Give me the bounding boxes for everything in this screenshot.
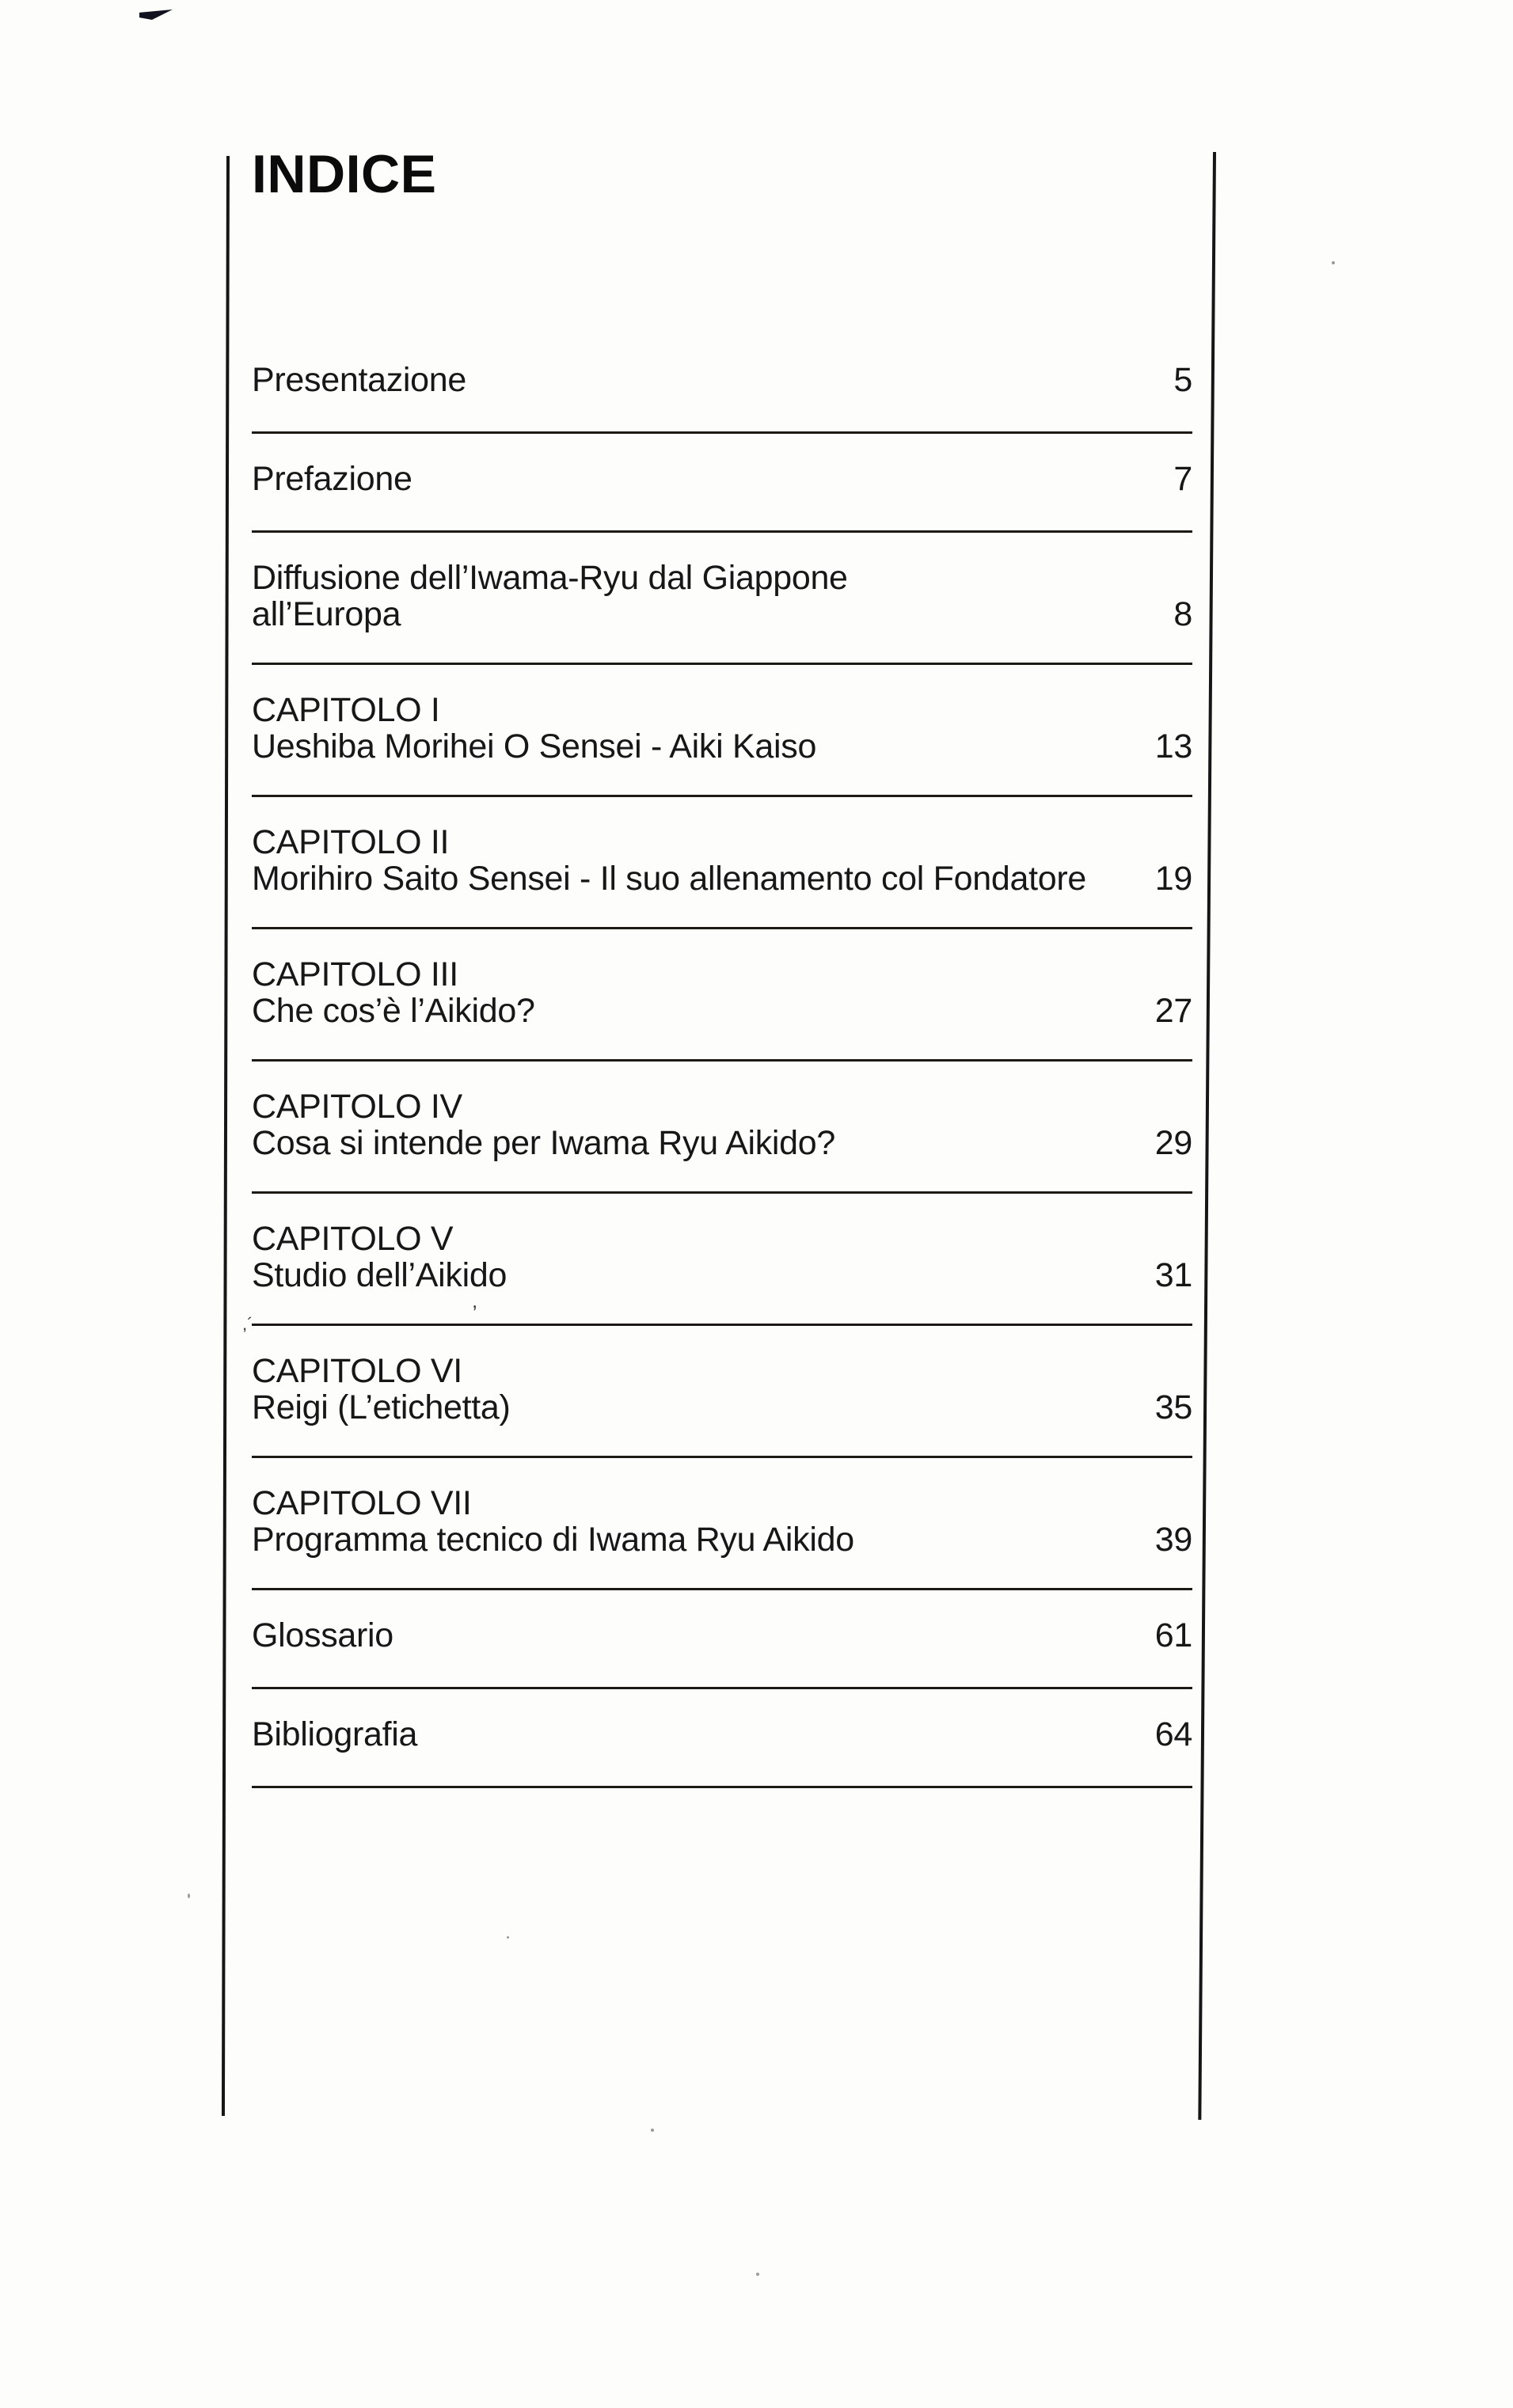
toc-entry — [252, 1590, 1192, 1689]
toc-entry-page-number: 39 — [1154, 1521, 1192, 1559]
toc-entry-page-number: 29 — [1154, 1124, 1192, 1162]
toc-entry-title — [252, 692, 1139, 765]
toc-entry-line: Ueshiba Morihei O Sensei - Aiki Kaiso — [252, 727, 817, 765]
scan-artifact-dash — [139, 9, 173, 20]
toc-entry — [252, 1062, 1192, 1194]
toc-entry-title — [252, 956, 1139, 1029]
toc-entry — [252, 665, 1192, 797]
toc-entry-line: CAPITOLO IV — [252, 1088, 462, 1126]
toc-entry-page-number: 64 — [1154, 1715, 1192, 1753]
toc-entry-title — [252, 1485, 1139, 1558]
scan-speck — [756, 2273, 759, 2276]
toc-entry-title — [252, 1716, 1139, 1753]
scan-speck — [188, 1893, 190, 1898]
toc-entry — [252, 1194, 1192, 1326]
toc-entry-title — [252, 362, 1158, 398]
scan-speck — [1332, 261, 1335, 264]
scan-artifact-tick: ,´ — [242, 1314, 253, 1334]
toc-entry-line: CAPITOLO I — [252, 691, 440, 729]
toc-entry-page-number: 35 — [1154, 1388, 1192, 1426]
toc-entry-line: CAPITOLO VI — [252, 1352, 462, 1390]
toc-entry — [252, 1458, 1192, 1590]
toc-entry-line: Presentazione — [252, 361, 467, 399]
toc-entry-line: Reigi (L’etichetta) — [252, 1388, 511, 1426]
toc-entry-line: CAPITOLO V — [252, 1220, 454, 1258]
page-title: INDICE — [252, 144, 437, 204]
toc-entry-page-number: 27 — [1154, 992, 1192, 1030]
toc-entry-page-number: 13 — [1154, 727, 1192, 765]
toc-entry-title — [252, 1353, 1139, 1426]
toc-entry — [252, 929, 1192, 1062]
scan-speck — [507, 1936, 509, 1939]
toc-entry-page-number: 19 — [1154, 860, 1192, 898]
table-of-contents — [252, 335, 1192, 1788]
toc-entry-page-number: 7 — [1173, 460, 1192, 498]
toc-entry-line: CAPITOLO II — [252, 823, 450, 861]
toc-entry-page-number: 61 — [1154, 1616, 1192, 1654]
toc-entry-line: Glossario — [252, 1616, 393, 1654]
toc-entry-title — [252, 1088, 1139, 1161]
toc-entry-line: Morihiro Saito Sensei - Il suo allenamento col Fondatore — [252, 860, 1086, 898]
toc-entry — [252, 797, 1192, 929]
toc-entry-line: Che cos’è l’Aikido? — [252, 992, 535, 1030]
scan-artifact-comma: , — [472, 1289, 478, 1312]
toc-entry-title — [252, 1221, 1139, 1293]
toc-entry-line: Cosa si intende per Iwama Ryu Aikido? — [252, 1124, 836, 1162]
toc-entry-title — [252, 1617, 1139, 1654]
toc-entry — [252, 434, 1192, 533]
toc-entry-line: Programma tecnico di Iwama Ryu Aikido — [252, 1521, 854, 1559]
toc-entry-page-number: 5 — [1173, 361, 1192, 399]
toc-entry — [252, 533, 1192, 665]
toc-entry — [252, 1326, 1192, 1458]
toc-entry — [252, 335, 1192, 434]
toc-content — [252, 144, 1192, 1788]
toc-entry-title — [252, 824, 1139, 897]
toc-entry-title — [252, 461, 1158, 497]
toc-entry-line: Prefazione — [252, 460, 412, 498]
toc-entry — [252, 1689, 1192, 1788]
right-border-line — [1198, 152, 1216, 2120]
toc-entry-line: Studio dell’Aikido — [252, 1256, 508, 1294]
scan-speck — [651, 2129, 654, 2132]
toc-entry-line: Bibliografia — [252, 1715, 418, 1753]
toc-entry-page-number: 31 — [1154, 1256, 1192, 1294]
toc-entry-page-number: 8 — [1173, 595, 1192, 633]
toc-entry-line: CAPITOLO III — [252, 955, 458, 993]
left-border-line — [222, 156, 230, 2116]
toc-entry-line: CAPITOLO VII — [252, 1484, 472, 1522]
toc-entry-line: all’Europa — [252, 595, 401, 633]
toc-entry-line: Diffusione dell’Iwama-Ryu dal Giappone — [252, 559, 848, 597]
toc-entry-title — [252, 560, 1158, 632]
